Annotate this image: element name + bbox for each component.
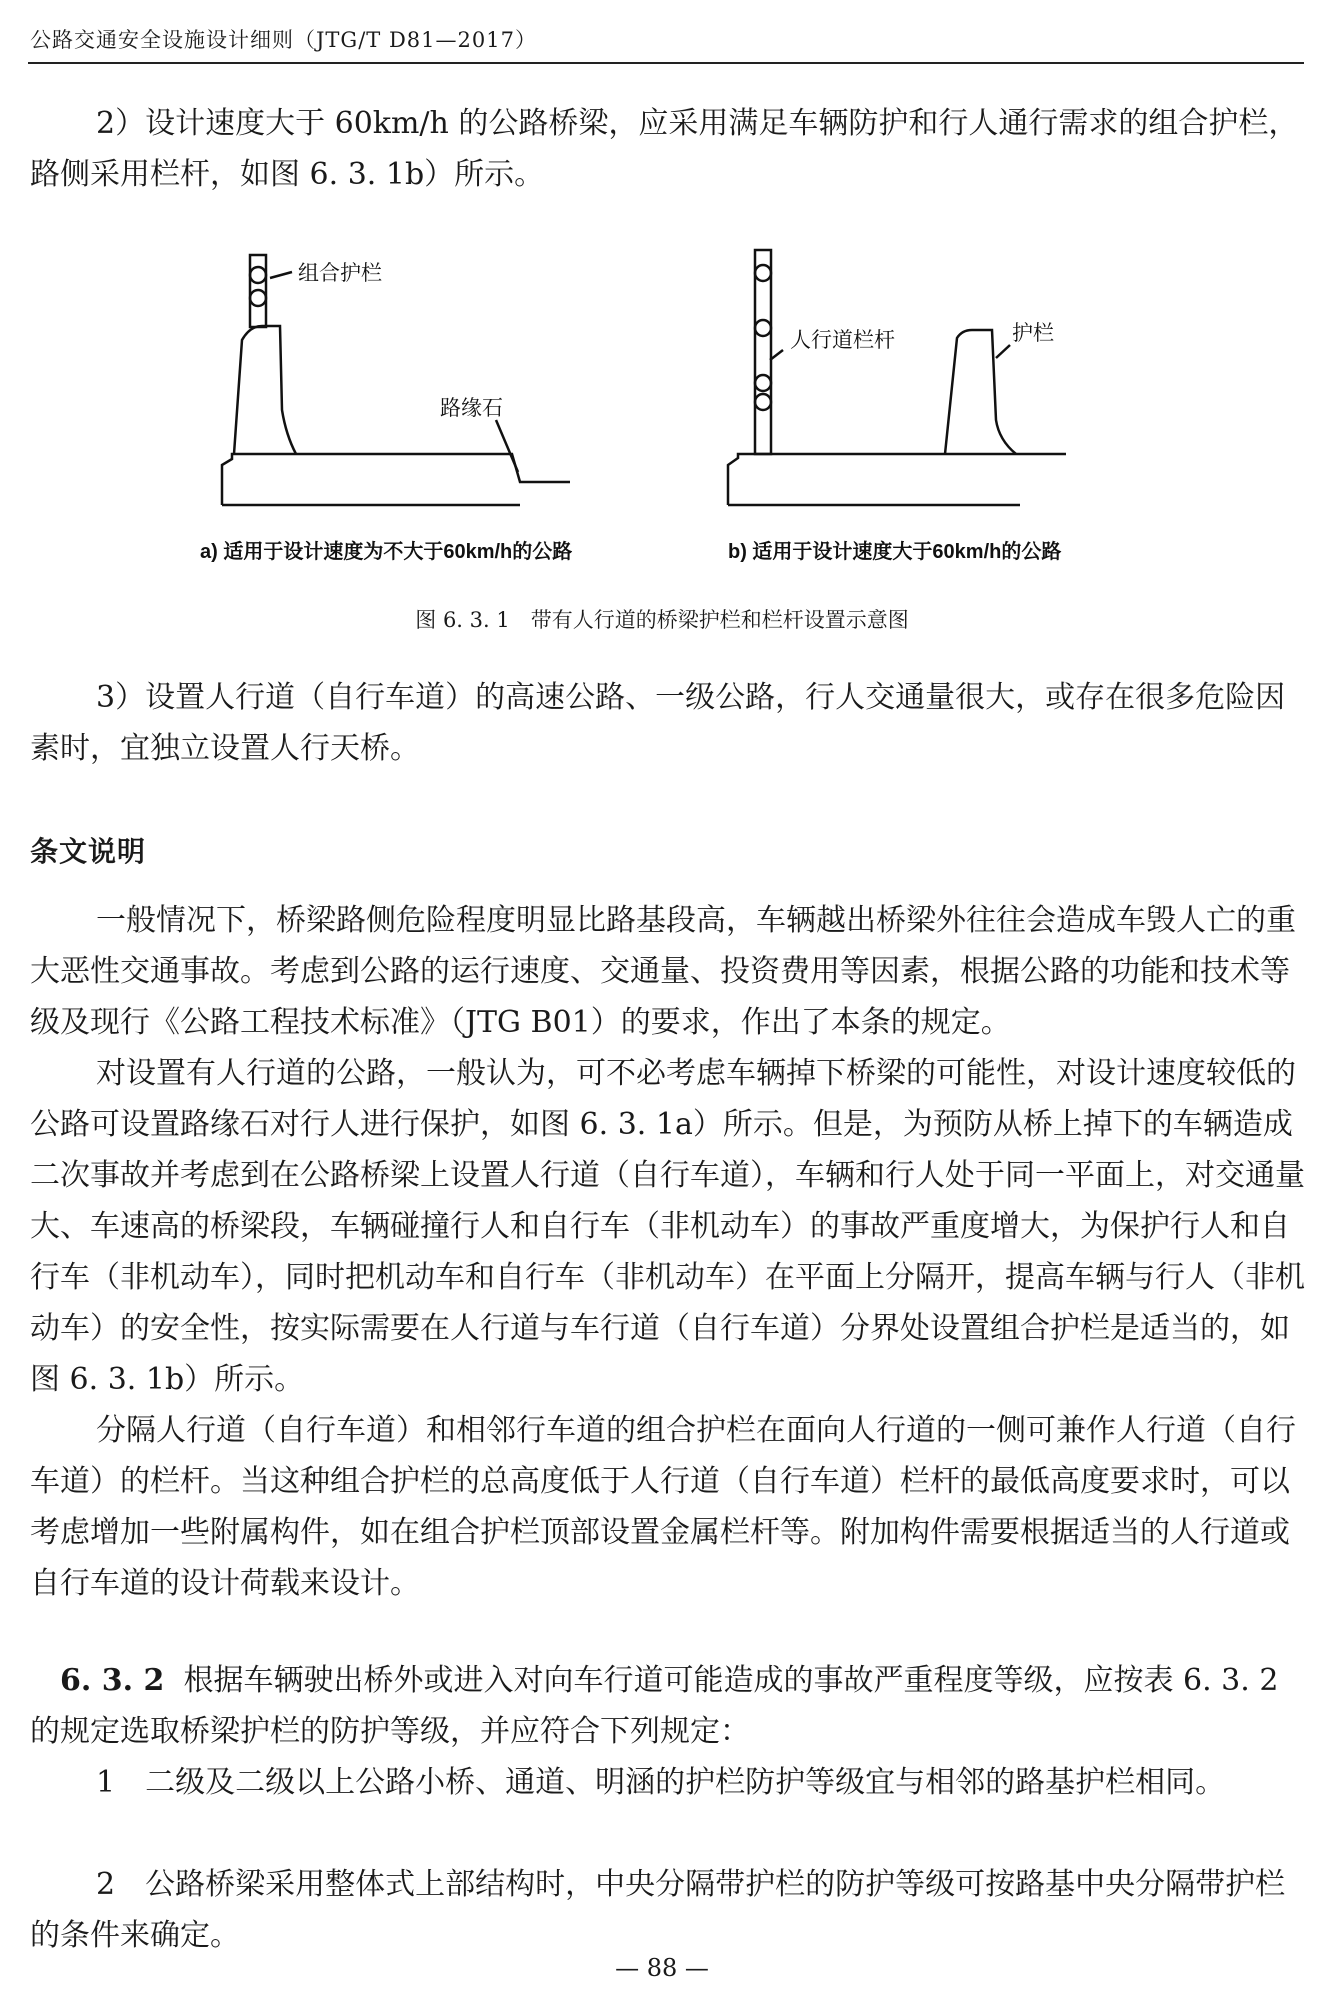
figure-caption: 图 6. 3. 1 带有人行道的桥梁护栏和栏杆设置示意图	[415, 608, 909, 632]
commentary-paragraph-3	[30, 1405, 1306, 1609]
rail-a-bottom	[250, 290, 266, 306]
commentary-paragraph-1	[30, 895, 1306, 1048]
clause-item-1	[30, 1757, 1306, 1808]
label-curb-a: 路缘石	[440, 397, 503, 420]
subcaption-a: a) 适用于设计速度为不大于60km/h的公路	[200, 541, 573, 563]
rail-a-top	[250, 267, 266, 283]
deck-slab-a	[222, 454, 570, 505]
clause-item-2	[30, 1859, 1306, 1961]
leader-guardrail-b	[996, 345, 1010, 358]
leader-guardrail-a	[270, 272, 292, 278]
label-guardrail-b: 护栏	[1012, 322, 1054, 345]
bridge-guardrail-diagram	[0, 230, 1324, 580]
clause-item-1-text: 1 二级及二级以上公路小桥、通道、明涵的护栏防护等级宜与相邻的路基护栏相同。	[96, 1765, 1226, 1800]
paragraph-item-3-text: 3）设置人行道（自行车道）的高速公路、一级公路，行人交通量很大，或存在很多危险因素时，宜独立设置人行天桥。	[30, 680, 1286, 766]
clause-number: 6. 3. 2	[60, 1663, 165, 1698]
label-combined-guardrail-a: 组合护栏	[298, 262, 382, 285]
clause-item-2-text: 2 公路桥梁采用整体式上部结构时，中央分隔带护栏的防护等级可按路基中央分隔带护栏的条件来确定。	[30, 1867, 1286, 1953]
subcaption-b: b) 适用于设计速度大于60km/h的公路	[728, 541, 1062, 563]
label-pedestrian-railing-b: 人行道栏杆	[790, 329, 895, 352]
paragraph-item-2	[30, 98, 1306, 200]
commentary-paragraph-2-text: 对设置有人行道的公路，一般认为，可不必考虑车辆掉下桥梁的可能性，对设计速度较低的公路可设置路缘石对行人进行保护，如图 6. 3. 1a）所示。但是，为预防从桥上掉下的车辆造成二次事故并考虑到在公路桥梁上设置人行道（自行车道），车辆和行人处于同一平面上，对交通量大、车速高的桥梁段，车辆碰撞行人和自行车（非机动车）的事故严重度增大，为保护行人和自行车（非机动车），同时把机动车和自行车（非机动车）在平面上分隔开，提高车辆与行人（非机动车）的安全性，按实际需要在人行道与车行道（自行车道）分界处设置组合护栏是适当的，如图 6. 3. 1b）所示。	[30, 1056, 1305, 1397]
railing-b-2	[755, 320, 771, 336]
railing-b-1	[755, 265, 771, 281]
leader-curb-a	[496, 420, 518, 472]
combined-barrier-a	[234, 326, 296, 454]
page-number: — 88 —	[615, 1954, 709, 1982]
deck-slab-b	[728, 454, 1066, 505]
header-rule	[28, 62, 1304, 64]
railing-b-4	[755, 394, 771, 410]
commentary-paragraph-2	[30, 1048, 1306, 1405]
figure-6-3-1	[0, 230, 1324, 580]
commentary-paragraph-1-text: 一般情况下，桥梁路侧危险程度明显比路基段高，车辆越出桥梁外往往会造成车毁人亡的重大恶性交通事故。考虑到公路的运行速度、交通量、投资费用等因素，根据公路的功能和技术等级及现行《公路工程技术标准》（JTG B01）的要求，作出了本条的规定。	[30, 903, 1296, 1040]
clause-6-3-2	[30, 1655, 1306, 1757]
running-header: 公路交通安全设施设计细则（JTG/T D81—2017）	[30, 28, 537, 52]
commentary-heading: 条文说明	[30, 835, 147, 868]
railing-b-3	[755, 375, 771, 391]
paragraph-item-2-text: 2）设计速度大于 60km/h 的公路桥梁，应采用满足车辆防护和行人通行需求的组合护栏，路侧采用栏杆，如图 6. 3. 1b）所示。	[30, 106, 1299, 192]
clause-text: 根据车辆驶出桥外或进入对向车行道可能造成的事故严重程度等级，应按表 6. 3. 2 的规定选取桥梁护栏的防护等级，并应符合下列规定：	[30, 1663, 1279, 1749]
commentary-paragraph-3-text: 分隔人行道（自行车道）和相邻行车道的组合护栏在面向人行道的一侧可兼作人行道（自行车道）的栏杆。当这种组合护栏的总高度低于人行道（自行车道）栏杆的最低高度要求时，可以考虑增加一些附属构件，如在组合护栏顶部设置金属栏杆等。附加构件需要根据适当的人行道或自行车道的设计荷载来设计。	[30, 1413, 1296, 1601]
paragraph-item-3	[30, 672, 1306, 774]
